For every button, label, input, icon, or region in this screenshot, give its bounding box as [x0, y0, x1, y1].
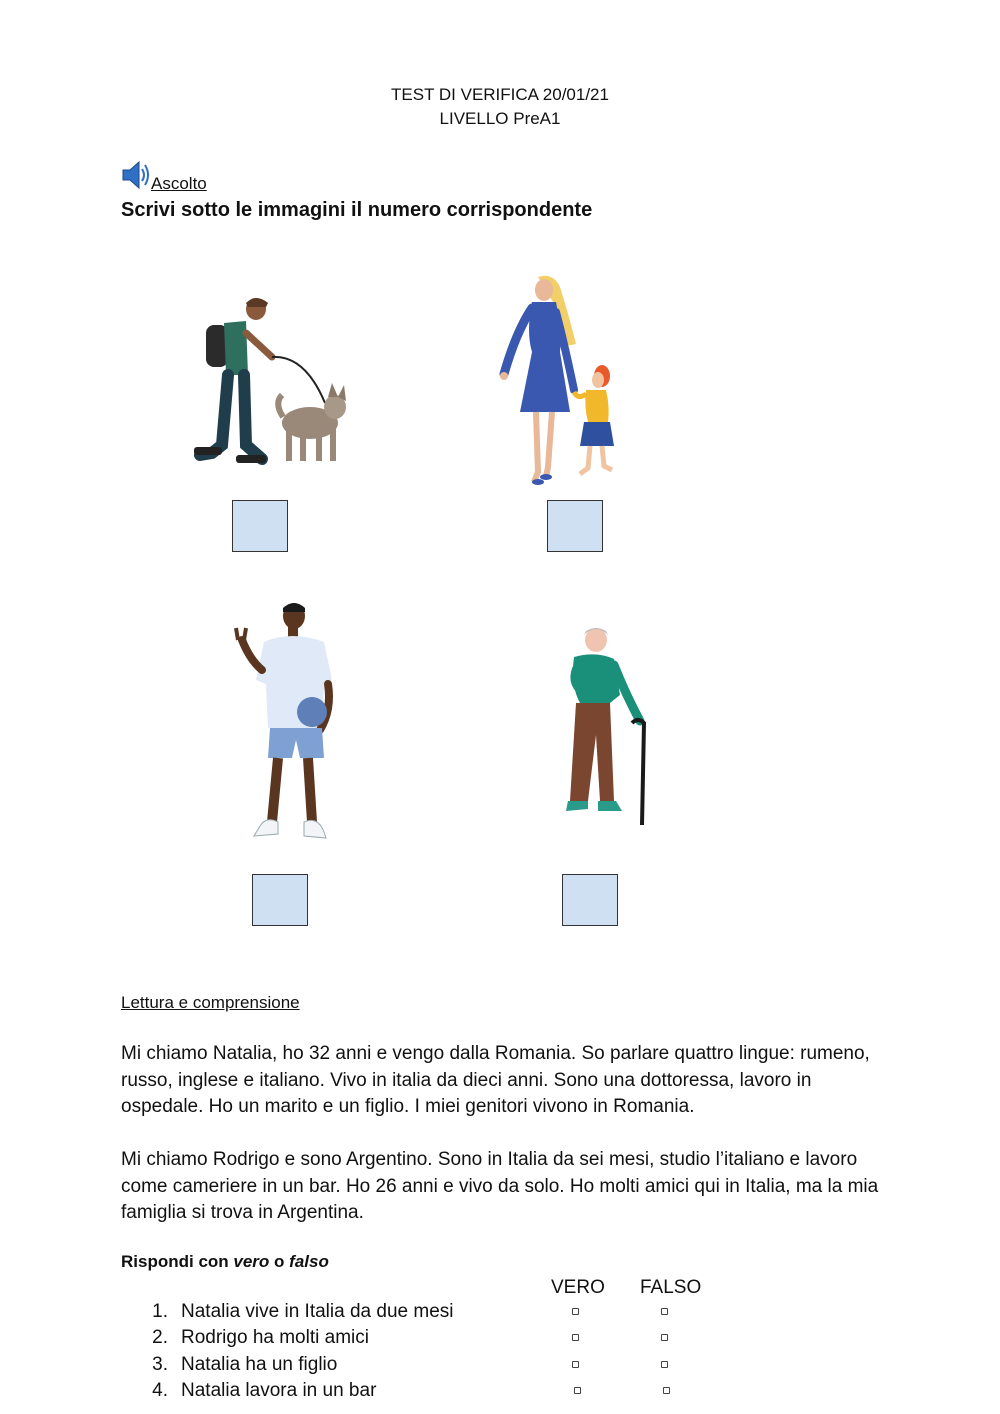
checkbox-vero-4[interactable]	[574, 1387, 581, 1394]
column-header-vero: VERO	[551, 1277, 605, 1298]
reading-paragraph-rodrigo: Mi chiamo Rodrigo e sono Argentino. Sono in Italia da sei mesi, studio l’italiano e lavoro come cameriere in un bar. Ho 26 anni e vivo da solo. Ho molti amici qui in Italia, ma la mia famiglia si trova in Argentina.	[121, 1149, 879, 1223]
question-text: Rodrigo ha molti amici	[181, 1327, 369, 1348]
checkbox-vero-3[interactable]	[572, 1361, 579, 1368]
checkbox-falso-1[interactable]	[661, 1308, 668, 1315]
woman-with-girl-image	[498, 272, 623, 487]
true-false-title: Rispondi con vero o falso	[121, 1252, 329, 1271]
reading-paragraph-natalia: Mi chiamo Natalia, ho 32 anni e vengo dalla Romania. So parlare quattro lingue: rumeno, russo, inglese e italiano. Vivo in italia da dieci anni. Sono una dottoressa, lavoro in ospedale. Ho un marito e un figlio. I miei genitori vivono in Romania.	[121, 1043, 870, 1117]
question-text: Natalia ha un figlio	[181, 1354, 338, 1375]
question-text: Natalia lavora in un bar	[181, 1380, 377, 1401]
answer-box-3[interactable]	[252, 874, 308, 926]
reading-section-title: Lettura e comprensione	[121, 993, 300, 1012]
question-number: 2.	[152, 1327, 168, 1348]
answer-box-4[interactable]	[562, 874, 618, 926]
man-walking-dog-image	[190, 295, 360, 470]
answer-box-1[interactable]	[232, 500, 288, 552]
young-man-with-ball-image	[232, 600, 342, 850]
listening-instruction: Scrivi sotto le immagini il numero corrispondente	[121, 199, 593, 221]
test-title: TEST DI VERIFICA 20/01/21	[391, 85, 609, 104]
checkbox-falso-4[interactable]	[663, 1387, 670, 1394]
checkbox-vero-2[interactable]	[572, 1334, 579, 1341]
question-number: 1.	[152, 1301, 168, 1322]
question-text: Natalia vive in Italia da due mesi	[181, 1301, 454, 1322]
checkbox-falso-3[interactable]	[661, 1361, 668, 1368]
elderly-man-with-cane-image	[560, 625, 655, 830]
listening-link[interactable]: Ascolto	[151, 174, 207, 193]
level-label: LIVELLO PreA1	[439, 109, 561, 128]
checkbox-vero-1[interactable]	[572, 1308, 579, 1315]
checkbox-falso-2[interactable]	[661, 1334, 668, 1341]
speaker-icon[interactable]	[121, 158, 151, 192]
answer-box-2[interactable]	[547, 500, 603, 552]
column-header-falso: FALSO	[640, 1277, 702, 1298]
question-number: 4.	[152, 1380, 168, 1401]
question-number: 3.	[152, 1354, 168, 1375]
